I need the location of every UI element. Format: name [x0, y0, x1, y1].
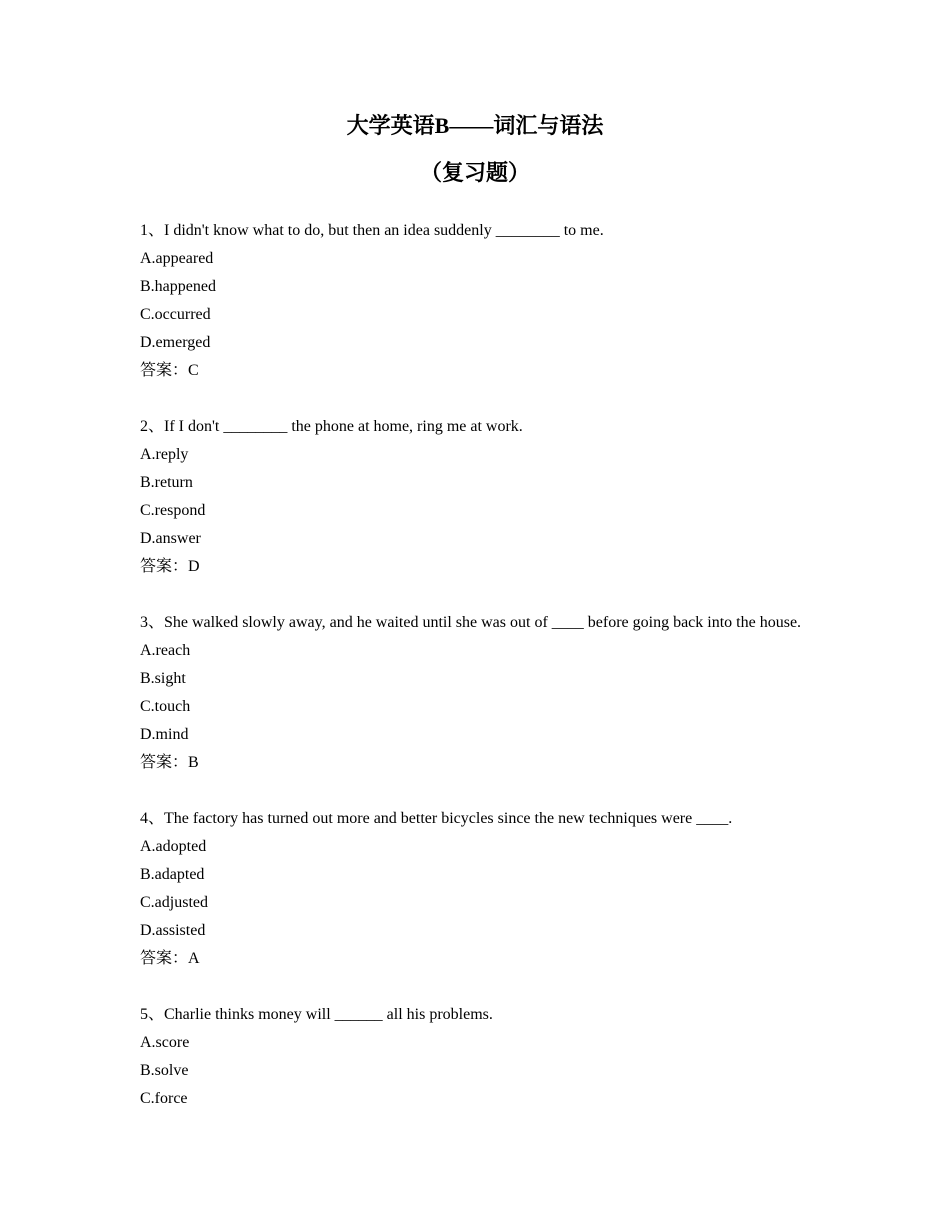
- answer-line: 答案：D: [140, 558, 200, 575]
- question-1: [140, 217, 900, 385]
- answer-line: 答案：A: [140, 950, 200, 967]
- option-c: C.touch: [140, 698, 191, 715]
- option-a: A.adopted: [140, 838, 207, 855]
- question-stem: 5、Charlie thinks money will ______ all his problems.: [140, 1006, 493, 1023]
- page-title: 大学英语B——词汇与语法: [346, 113, 604, 138]
- question-4: [140, 805, 900, 973]
- question-5: [140, 1001, 900, 1113]
- answer-line: 答案：C: [140, 362, 199, 379]
- question-3: [140, 609, 900, 777]
- option-b: B.solve: [140, 1062, 189, 1079]
- option-a: A.reach: [140, 642, 191, 659]
- option-b: B.return: [140, 474, 193, 491]
- option-b: B.sight: [140, 670, 186, 687]
- option-c: C.adjusted: [140, 894, 208, 911]
- option-a: A.score: [140, 1034, 190, 1051]
- question-list: [140, 217, 900, 1141]
- option-a: A.reply: [140, 446, 189, 463]
- option-d: D.mind: [140, 726, 189, 743]
- page-subtitle: （复习题）: [419, 160, 530, 185]
- option-b: B.adapted: [140, 866, 205, 883]
- option-d: D.assisted: [140, 922, 206, 939]
- option-a: A.appeared: [140, 250, 214, 267]
- option-d: D.emerged: [140, 334, 211, 351]
- question-stem: 1、I didn't know what to do, but then an idea suddenly ________ to me.: [140, 222, 604, 239]
- option-c: C.force: [140, 1090, 188, 1107]
- question-stem: 4、The factory has turned out more and better bicycles since the new techniques were ____.: [140, 810, 733, 827]
- option-c: C.occurred: [140, 306, 211, 323]
- answer-line: 答案：B: [140, 754, 199, 771]
- option-d: D.answer: [140, 530, 201, 547]
- option-c: C.respond: [140, 502, 206, 519]
- question-2: [140, 413, 900, 581]
- question-stem: 3、She walked slowly away, and he waited until she was out of ____ before going back into the house.: [140, 614, 802, 631]
- option-b: B.happened: [140, 278, 216, 295]
- question-stem: 2、If I don't ________ the phone at home, ring me at work.: [140, 418, 523, 435]
